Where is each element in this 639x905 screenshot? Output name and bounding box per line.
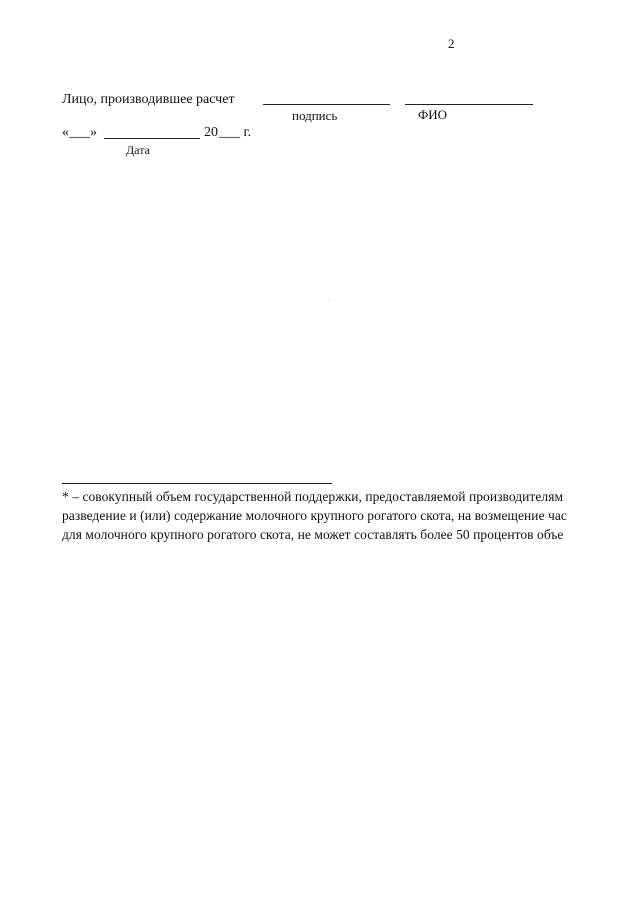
date-month-line	[104, 138, 200, 139]
footnote-line-3: для молочного крупного рогатого скота, не может составлять более 50 процентов объе	[62, 527, 564, 542]
scan-speck	[328, 300, 329, 301]
date-year-prefix: 20	[204, 125, 218, 140]
name-caption: ФИО	[418, 107, 448, 122]
person-label: Лицо, производившее расчет	[62, 92, 235, 107]
name-line	[405, 104, 533, 105]
footnote-line-2: разведение и (или) содержание молочного крупного рогатого скота, на возмещение час	[62, 508, 567, 523]
date-year-suffix: ___ г.	[219, 125, 252, 140]
date-caption: Дата	[126, 143, 150, 157]
page-number: 2	[448, 36, 455, 51]
date-day-field: «___»	[62, 125, 97, 140]
footnote-separator	[62, 483, 332, 484]
signature-line	[263, 104, 390, 105]
signature-caption: подпись	[292, 108, 338, 123]
footnote-line-1: * – совокупный объем государственной поддержки, предоставляемой производителям	[62, 489, 564, 504]
